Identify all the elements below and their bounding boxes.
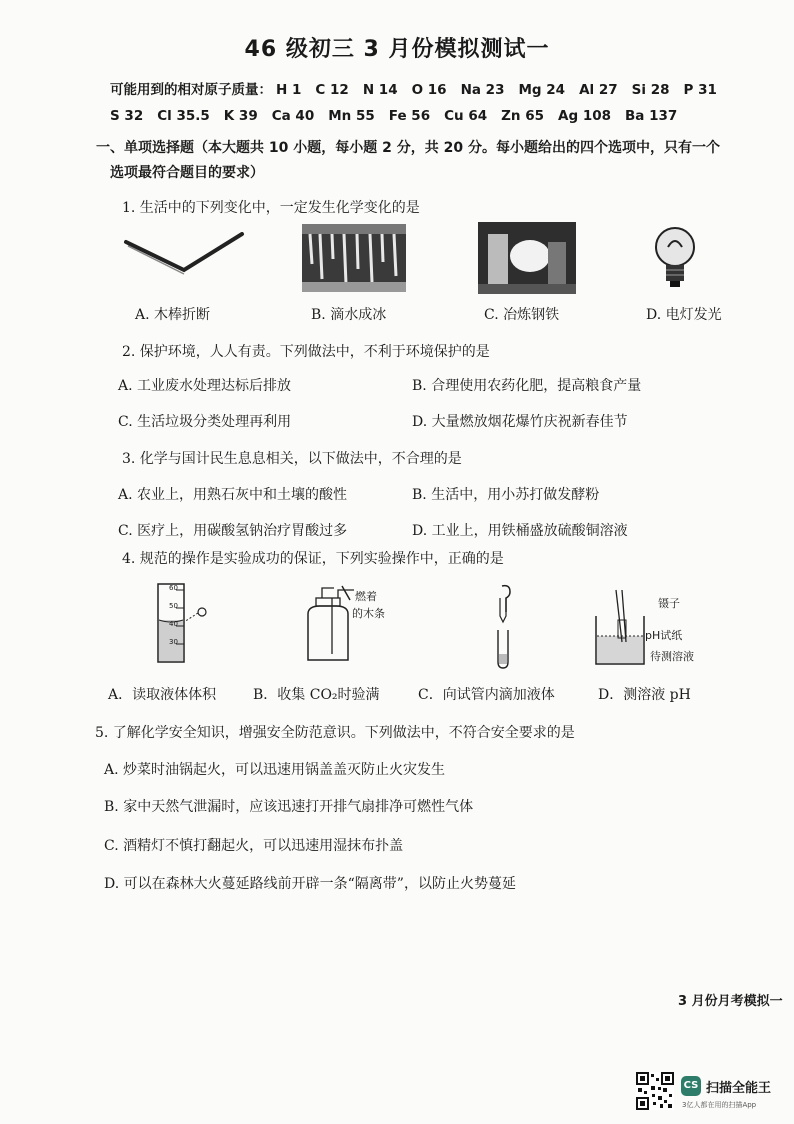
camscanner-logo-icon: CS (681, 1076, 701, 1096)
broken-stick-image (122, 232, 247, 277)
cylinder-tick-50: 50 (169, 602, 178, 610)
atomic-mass-item: Ca 40 (271, 108, 315, 124)
question-1-option-d: D. 电灯发光 (646, 307, 722, 323)
atomic-mass-item: Mg 24 (518, 82, 566, 98)
question-2-option-d: D. 大量燃放烟花爆竹庆祝新春佳节 (412, 414, 628, 430)
atomic-mass-item: N 14 (362, 82, 398, 98)
section-heading: 一、单项选择题（本大题共 10 小题，每小题 2 分，共 20 分。每小题给出的四个选项中，只有一个 (96, 140, 720, 156)
question-5-option-b: B. 家中天然气泄漏时，应该迅速打开排气扇排净可燃性气体 (104, 799, 474, 815)
atomic-mass-item: O 16 (411, 82, 447, 98)
question-1-stem: 1. 生活中的下列变化中，一定发生化学变化的是 (122, 200, 420, 216)
section-heading-cont: 选项最符合题目的要求） (110, 165, 264, 181)
cylinder-tick-30: 30 (169, 638, 178, 646)
page-title: 46 级初三 3 月份模拟测试一 (244, 37, 550, 62)
question-3-option-b: B. 生活中，用小苏打做发酵粉 (412, 487, 600, 503)
wooden-stick-label: 的木条 (352, 607, 385, 620)
question-4-option-a: A．读取液体体积 (108, 687, 217, 703)
question-5-stem: 5. 了解化学安全知识，增强安全防范意识。下列做法中，不符合安全要求的是 (95, 725, 575, 741)
question-4-stem: 4. 规范的操作是实验成功的保证，下列实验操作中，正确的是 (122, 551, 504, 567)
atomic-mass-item: Fe 56 (388, 108, 431, 124)
atomic-mass-row-1 (110, 78, 731, 98)
question-4-option-b: B．收集 CO₂时验满 (253, 687, 380, 703)
question-1-option-c: C. 冶炼钢铁 (484, 307, 560, 323)
question-5-option-d: D. 可以在森林大火蔓延路线前开辟一条“隔离带”，以防止火势蔓延 (104, 876, 516, 892)
tweezers-label: 镊子 (658, 597, 680, 610)
question-1-option-b: B. 滴水成冰 (311, 307, 387, 323)
atomic-mass-item: Ag 108 (558, 108, 612, 124)
question-3-option-d: D. 工业上，用铁桶盛放硫酸铜溶液 (412, 523, 628, 539)
question-2-stem: 2. 保护环境，人人有责。下列做法中，不利于环境保护的是 (122, 344, 490, 360)
question-5-option-c: C. 酒精灯不慎打翻起火，可以迅速用湿抹布扑盖 (104, 838, 404, 854)
test-solution-label: 待测溶液 (650, 650, 694, 663)
burning-label: 燃着 (355, 590, 377, 603)
cylinder-tick-40: 40 (169, 620, 178, 628)
ph-paper-label: pH试纸 (645, 629, 683, 642)
question-2-option-c: C. 生活垃圾分类处理再利用 (118, 414, 292, 430)
atomic-mass-item: K 39 (223, 108, 258, 124)
atomic-mass-item: Na 23 (460, 82, 505, 98)
graduated-cylinder-image (150, 582, 210, 664)
water-freezing-image (302, 224, 406, 292)
ph-beaker-image (592, 586, 652, 670)
qr-code-icon (636, 1072, 674, 1110)
cylinder-tick-60: 60 (169, 584, 178, 592)
page-footer: 3 月份月考模拟一 (678, 994, 783, 1009)
question-4-option-c: C．向试管内滴加液体 (418, 687, 555, 703)
atomic-mass-item: P 31 (683, 82, 717, 98)
gas-bottle-image (298, 584, 358, 666)
atomic-mass-item: Cl 35.5 (157, 108, 210, 124)
atomic-mass-label: 可能用到的相对原子质量： (110, 82, 272, 98)
steel-smelting-image (478, 222, 576, 294)
question-4-option-d: D．测溶液 pH (598, 687, 691, 703)
question-1-option-a: A. 木棒折断 (135, 307, 211, 323)
atomic-mass-item: Si 28 (631, 82, 670, 98)
light-bulb-icon (650, 225, 700, 293)
question-2-option-a: A. 工业废水处理达标后排放 (118, 378, 292, 394)
question-2-option-b: B. 合理使用农药化肥，提高粮食产量 (412, 378, 642, 394)
camscanner-name: 扫描全能王 (706, 1081, 772, 1096)
atomic-mass-item: Mn 55 (328, 108, 375, 124)
dropper-test-tube-image (484, 582, 524, 672)
atomic-mass-row-2 (110, 108, 691, 124)
question-3-option-c: C. 医疗上，用碳酸氢钠治疗胃酸过多 (118, 523, 348, 539)
atomic-mass-item: Zn 65 (501, 108, 545, 124)
question-3-option-a: A. 农业上，用熟石灰中和土壤的酸性 (118, 487, 348, 503)
atomic-mass-item: S 32 (110, 108, 144, 124)
atomic-mass-item: C 12 (315, 82, 349, 98)
atomic-mass-item: Cu 64 (444, 108, 488, 124)
atomic-mass-item: H 1 (276, 82, 302, 98)
question-3-stem: 3. 化学与国计民生息息相关，以下做法中，不合理的是 (122, 451, 462, 467)
question-5-option-a: A. 炒菜时油锅起火，可以迅速用锅盖盖灭防止火灾发生 (104, 762, 446, 778)
atomic-mass-item: Ba 137 (625, 108, 678, 124)
camscanner-tagline: 3亿人都在用的扫描App (682, 1101, 757, 1109)
atomic-mass-item: Al 27 (579, 82, 618, 98)
